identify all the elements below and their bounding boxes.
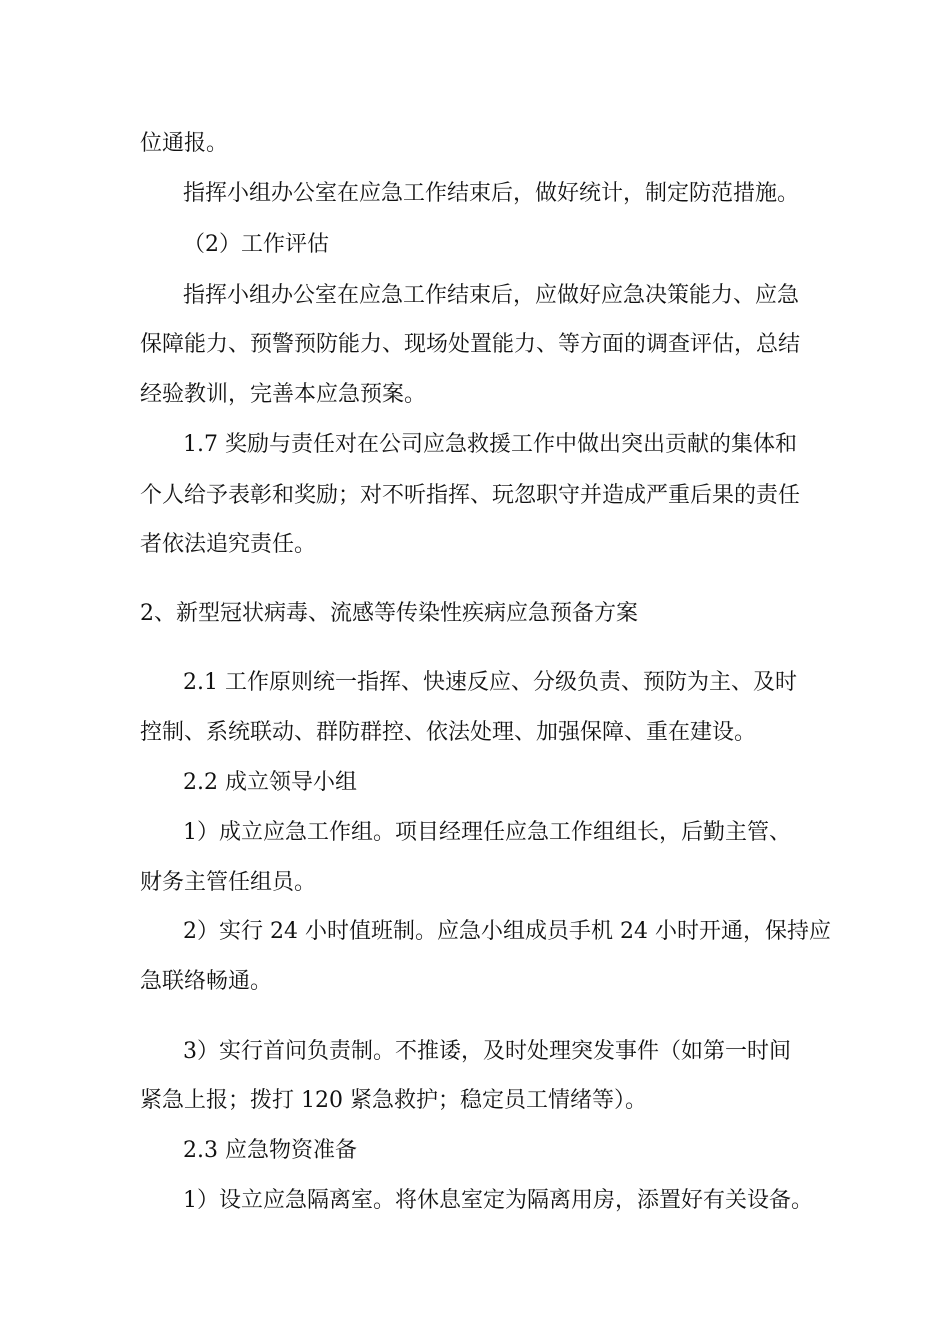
text-paragraph-rewards-line1: 1.7 奖励与责任对在公司应急救援工作中做出突出贡献的集体和 [183, 432, 797, 457]
text-paragraph-rewards-line3: 者依法追究责任。 [140, 532, 317, 557]
text-paragraph-evaluation-line1: 指挥小组办公室在应急工作结束后，应做好应急决策能力、应急 [183, 283, 800, 308]
section-heading-epidemic-plan: 2、新型冠状病毒、流感等传染性疾病应急预备方案 [140, 601, 638, 626]
text-paragraph-evaluation-line2: 保障能力、预警预防能力、现场处置能力、等方面的调查评估，总结 [140, 332, 801, 357]
list-item-1-line1: 1）成立应急工作组。项目经理任应急工作组组长，后勤主管、 [183, 820, 791, 845]
text-paragraph-rewards-line2: 个人给予表彰和奖励；对不听指挥、玩忽职守并造成严重后果的责任 [140, 483, 801, 508]
list-item-3-line2: 紧急上报；拨打 120 紧急救护；稳定员工情绪等）。 [140, 1088, 647, 1113]
list-item-1-line2: 财务主管任组员。 [140, 870, 317, 895]
text-paragraph-statistics: 指挥小组办公室在应急工作结束后，做好统计，制定防范措施。 [183, 181, 800, 206]
text-paragraph-principles-line2: 控制、系统联动、群防群控、依法处理、加强保障、重在建设。 [140, 720, 757, 745]
list-item-2-line1: 2）实行 24 小时值班制。应急小组成员手机 24 小时开通，保持应 [183, 919, 831, 944]
text-line-continuation: 位通报。 [140, 131, 229, 156]
text-paragraph-principles-line1: 2.1 工作原则统一指挥、快速反应、分级负责、预防为主、及时 [183, 670, 797, 695]
section-heading-supplies: 2.3 应急物资准备 [183, 1138, 357, 1163]
text-paragraph-evaluation-line3: 经验教训，完善本应急预案。 [140, 382, 427, 407]
list-item-3-line1: 3）实行首问负责制。不推诿，及时处理突发事件（如第一时间 [183, 1039, 791, 1064]
list-item-isolation-room: 1）设立应急隔离室。将休息室定为隔离用房，添置好有关设备。 [183, 1188, 813, 1213]
section-heading-leadership-group: 2.2 成立领导小组 [183, 770, 357, 795]
list-item-2-line2: 急联络畅通。 [140, 969, 273, 994]
section-heading-work-evaluation: （2）工作评估 [183, 232, 329, 257]
